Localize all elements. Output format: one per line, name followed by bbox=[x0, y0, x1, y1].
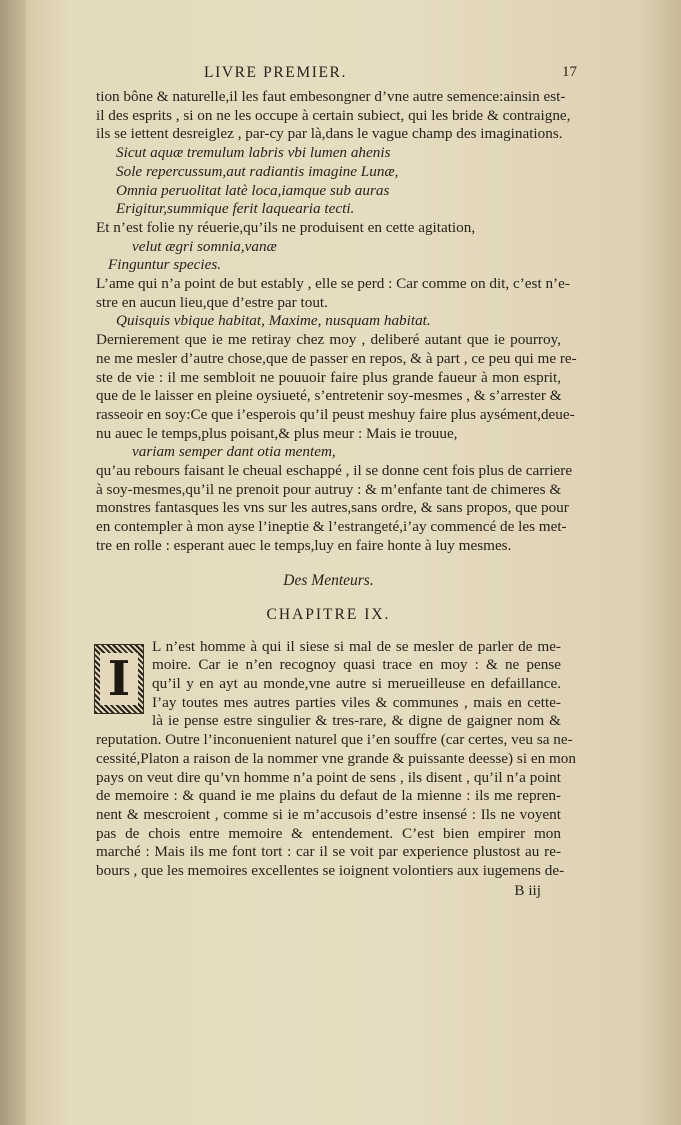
text-line: stre en aucun lieu,que d’estre par tout. bbox=[96, 293, 328, 311]
verse-line: Sicut aquæ tremulum labris vbi lumen ahenis bbox=[116, 144, 391, 162]
page-text bbox=[96, 62, 577, 900]
section-title: Des Menteurs. bbox=[283, 571, 374, 589]
verse-line: velut ægri somnia,vanæ bbox=[132, 237, 277, 255]
text-line: bours , que les memoires excellentes se ioignent volontiers aux iugemens de- bbox=[96, 862, 565, 880]
verse-line: Finguntur species. bbox=[108, 256, 222, 274]
text-line: rasseoir en soy:Ce que i’esperois qu’il peust meshuy faire plus aysément,deue- bbox=[96, 405, 575, 423]
text-line: L n’est homme à qui il siese si mal de se mesler de parler de me- bbox=[152, 637, 561, 655]
verse-line: Erigitur,summique ferit laquearia tecti. bbox=[116, 200, 355, 218]
text-line: I’ay toutes mes autres parties viles & communes , mais en cette- bbox=[152, 693, 561, 711]
chapter-opening bbox=[96, 638, 561, 732]
text-line: ste de vie : il me sembloit ne pouuoir faire plus grande faueur à mon esprit, bbox=[96, 368, 561, 386]
running-title: LIVRE PREMIER. bbox=[204, 64, 347, 81]
text-line: tre en rolle : esperant auec le temps,luy en faire honte à luy mesmes. bbox=[96, 536, 512, 554]
text-line: ils se iettent desreiglez , par-cy par là,dans le vague champ des imaginations. bbox=[96, 125, 563, 143]
text-line: que de le laisser en pleine oysiueté, s’entretenir soy-mesmes , & s’arrester & bbox=[96, 387, 562, 405]
text-line: L’ame qui n’a point de but estably , elle se perd : Car comme on dit, c’est n’e- bbox=[96, 275, 570, 293]
text-line: de memoire : & quand ie me plains du defaut de la mienne : ils me repren- bbox=[96, 787, 561, 805]
folio-number: 17 bbox=[562, 64, 577, 80]
text-line: moire. Car ie n’en recognoy quasi trace en moy : & ne pense bbox=[152, 656, 561, 674]
page-header bbox=[96, 62, 577, 88]
text-line: à soy-mesmes,qu’il ne prenoit pour autruy : & m’enfante tant de chimeres & bbox=[96, 480, 562, 498]
text-line: marché : Mais ils me font tort : car il se voit par experience plustost au re- bbox=[96, 843, 561, 861]
text-line: en contempler à mon ayse l’ineptie & l’estrangeté,i’ay commencé de les met- bbox=[96, 518, 567, 536]
signature-mark: B iij bbox=[514, 881, 541, 899]
indented-lines bbox=[96, 638, 561, 732]
verse-line: Sole repercussum,aut radiantis imagine Lunæ, bbox=[116, 162, 399, 180]
verse-line: Omnia peruolitat latè loca,iamque sub auras bbox=[116, 181, 390, 199]
text-line: qu’il y en ayt au monde,vne autre si merueilleuse en defaillance. bbox=[152, 674, 561, 692]
verse-line: variam semper dant otia mentem, bbox=[132, 443, 336, 461]
text-line: ne me mesler d’autre chose,que de passer en repos, & à part , ce peu qui me re- bbox=[96, 349, 577, 367]
text-line: monstres fantasques les vns sur les autres,sans ordre, & sans propos, que pour bbox=[96, 499, 569, 517]
text-line: nent & mescroient , comme si ie m’accusois d’estre insensé : Ils ne voyent bbox=[96, 805, 561, 823]
chapter-title: CHAPITRE IX. bbox=[266, 605, 391, 623]
text-line: pas de chois entre memoire & entendement. C’est bien empirer mon bbox=[96, 824, 561, 842]
text-line: reputation. Outre l’inconuenient naturel que i’en souffre (car certes, veu sa ne- bbox=[96, 731, 573, 749]
ornamental-initial bbox=[94, 644, 144, 714]
text-line: tion bône & naturelle,il les faut embesongner d’vne autre semence:ainsin est- bbox=[96, 88, 566, 105]
text-line: Et n’est folie ny réuerie,qu’ils ne produisent en cette agitation, bbox=[96, 218, 476, 236]
page-gutter bbox=[0, 0, 26, 1125]
text-line: il des esprits , si on ne les occupe à certain subiect, qui les bride & contraigne, bbox=[96, 106, 571, 124]
text-line: pays on veut dire qu’vn homme n’a point de sens , ils disent , qu’il n’a point bbox=[96, 768, 561, 786]
text-line: nu auec le temps,plus poisant,& plus meur : Mais ie trouue, bbox=[96, 424, 458, 442]
text-line: là ie pense estre singulier & tres-rare, & digne de gaigner nom & bbox=[152, 712, 561, 730]
verse-line: Quisquis vbique habitat, Maxime, nusquam habitat. bbox=[116, 312, 431, 330]
text-line: cessité,Platon a raison de la nommer vne grande & puissante deesse) si en mon bbox=[96, 749, 576, 767]
ornamental-initial-letter: I bbox=[100, 653, 138, 705]
text-line: qu’au rebours faisant le cheual eschappé , il se donne cent fois plus de carriere bbox=[96, 462, 573, 480]
text-line: Dernierement que ie me retiray chez moy , deliberé autant que ie pourroy, bbox=[96, 331, 561, 349]
